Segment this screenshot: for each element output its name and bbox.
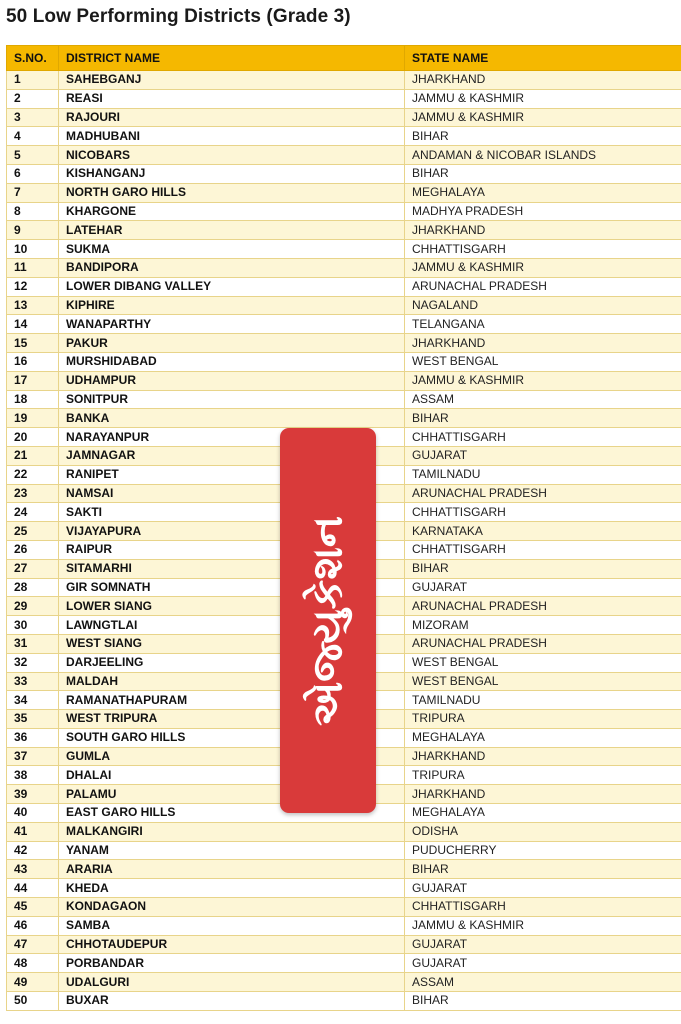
cell-sno: 5	[7, 146, 59, 165]
cell-state: CHHATTISGARH	[405, 240, 681, 259]
cell-sno: 23	[7, 484, 59, 503]
cell-sno: 40	[7, 804, 59, 823]
cell-district: MADHUBANI	[59, 127, 405, 146]
cell-sno: 15	[7, 334, 59, 353]
cell-state: TRIPURA	[405, 710, 681, 729]
cell-sno: 28	[7, 578, 59, 597]
cell-state: JAMMU & KASHMIR	[405, 108, 681, 127]
cell-state: CHHATTISGARH	[405, 503, 681, 522]
cell-state: JAMMU & KASHMIR	[405, 89, 681, 108]
cell-state: KARNATAKA	[405, 522, 681, 541]
cell-state: CHHATTISGARH	[405, 540, 681, 559]
cell-state: TRIPURA	[405, 766, 681, 785]
table-row	[7, 89, 681, 108]
cell-state: PUDUCHERRY	[405, 841, 681, 860]
cell-district: PORBANDAR	[59, 954, 405, 973]
cell-district: RAJOURI	[59, 108, 405, 127]
cell-sno: 27	[7, 559, 59, 578]
cell-state: MEGHALAYA	[405, 183, 681, 202]
cell-sno: 39	[7, 785, 59, 804]
cell-sno: 35	[7, 710, 59, 729]
table-row	[7, 860, 681, 879]
cell-sno: 33	[7, 672, 59, 691]
cell-state: CHHATTISGARH	[405, 428, 681, 447]
cell-district: SONITPUR	[59, 390, 405, 409]
cell-state: TELANGANA	[405, 315, 681, 334]
cell-district: PAKUR	[59, 334, 405, 353]
cell-sno: 3	[7, 108, 59, 127]
cell-state: JAMMU & KASHMIR	[405, 258, 681, 277]
cell-district: GUMLA	[59, 747, 405, 766]
cell-sno: 9	[7, 221, 59, 240]
cell-state: BIHAR	[405, 992, 681, 1011]
cell-district: PALAMU	[59, 785, 405, 804]
table-row	[7, 371, 681, 390]
cell-district: VIJAYAPURA	[59, 522, 405, 541]
table-row	[7, 898, 681, 917]
cell-sno: 21	[7, 446, 59, 465]
cell-sno: 31	[7, 634, 59, 653]
cell-district: SAHEBGANJ	[59, 71, 405, 90]
cell-sno: 29	[7, 597, 59, 616]
cell-state: TAMILNADU	[405, 465, 681, 484]
table-row	[7, 390, 681, 409]
cell-district: KHARGONE	[59, 202, 405, 221]
cell-state: ARUNACHAL PRADESH	[405, 277, 681, 296]
cell-district: NARAYANPUR	[59, 428, 405, 447]
cell-district: MALKANGIRI	[59, 822, 405, 841]
cell-district: DARJEELING	[59, 653, 405, 672]
cell-sno: 2	[7, 89, 59, 108]
cell-district: YANAM	[59, 841, 405, 860]
table-row	[7, 879, 681, 898]
cell-district: SAKTI	[59, 503, 405, 522]
cell-district: KONDAGAON	[59, 898, 405, 917]
cell-state: ASSAM	[405, 390, 681, 409]
cell-district: NICOBARS	[59, 146, 405, 165]
cell-district: JAMNAGAR	[59, 446, 405, 465]
cell-sno: 45	[7, 898, 59, 917]
cell-state: ARUNACHAL PRADESH	[405, 597, 681, 616]
cell-state: BIHAR	[405, 860, 681, 879]
cell-district: EAST GARO HILLS	[59, 804, 405, 823]
watermark-logo	[280, 428, 376, 813]
cell-state: JHARKHAND	[405, 785, 681, 804]
cell-state: JHARKHAND	[405, 71, 681, 90]
cell-sno: 37	[7, 747, 59, 766]
cell-district: WEST SIANG	[59, 634, 405, 653]
table-row	[7, 127, 681, 146]
cell-district: CHHOTAUDEPUR	[59, 935, 405, 954]
cell-district: MALDAH	[59, 672, 405, 691]
table-row	[7, 409, 681, 428]
table-row	[7, 277, 681, 296]
cell-sno: 25	[7, 522, 59, 541]
cell-sno: 13	[7, 296, 59, 315]
cell-sno: 11	[7, 258, 59, 277]
table-row	[7, 108, 681, 127]
cell-sno: 4	[7, 127, 59, 146]
table-row	[7, 240, 681, 259]
cell-state: ARUNACHAL PRADESH	[405, 634, 681, 653]
cell-state: ANDAMAN & NICOBAR ISLANDS	[405, 146, 681, 165]
cell-state: MEGHALAYA	[405, 728, 681, 747]
table-row	[7, 221, 681, 240]
cell-state: BIHAR	[405, 409, 681, 428]
table-row	[7, 334, 681, 353]
cell-district: WANAPARTHY	[59, 315, 405, 334]
table-row	[7, 183, 681, 202]
cell-sno: 1	[7, 71, 59, 90]
cell-sno: 30	[7, 616, 59, 635]
cell-state: JAMMU & KASHMIR	[405, 371, 681, 390]
cell-state: BIHAR	[405, 164, 681, 183]
page-title: 50 Low Performing Districts (Grade 3)	[6, 6, 351, 27]
cell-district: KIPHIRE	[59, 296, 405, 315]
cell-district: ARARIA	[59, 860, 405, 879]
cell-sno: 10	[7, 240, 59, 259]
cell-sno: 22	[7, 465, 59, 484]
cell-state: JHARKHAND	[405, 334, 681, 353]
cell-district: DHALAI	[59, 766, 405, 785]
cell-district: REASI	[59, 89, 405, 108]
cell-state: BIHAR	[405, 559, 681, 578]
cell-state: CHHATTISGARH	[405, 898, 681, 917]
cell-sno: 19	[7, 409, 59, 428]
table-row	[7, 352, 681, 371]
table-row	[7, 841, 681, 860]
cell-state: JAMMU & KASHMIR	[405, 916, 681, 935]
cell-district: GIR SOMNATH	[59, 578, 405, 597]
table-row	[7, 258, 681, 277]
cell-state: GUJARAT	[405, 879, 681, 898]
cell-sno: 14	[7, 315, 59, 334]
cell-sno: 6	[7, 164, 59, 183]
cell-district: UDHAMPUR	[59, 371, 405, 390]
table-row	[7, 202, 681, 221]
cell-sno: 41	[7, 822, 59, 841]
cell-state: ASSAM	[405, 973, 681, 992]
cell-state: GUJARAT	[405, 954, 681, 973]
cell-state: BIHAR	[405, 127, 681, 146]
cell-sno: 8	[7, 202, 59, 221]
cell-sno: 24	[7, 503, 59, 522]
cell-district: UDALGURI	[59, 973, 405, 992]
cell-district: RAMANATHAPURAM	[59, 691, 405, 710]
cell-district: SUKMA	[59, 240, 405, 259]
cell-sno: 48	[7, 954, 59, 973]
cell-district: BANDIPORA	[59, 258, 405, 277]
cell-sno: 49	[7, 973, 59, 992]
cell-state: MADHYA PRADESH	[405, 202, 681, 221]
cell-state: GUJARAT	[405, 935, 681, 954]
cell-state: JHARKHAND	[405, 747, 681, 766]
cell-sno: 18	[7, 390, 59, 409]
cell-district: RANIPET	[59, 465, 405, 484]
table-row	[7, 973, 681, 992]
cell-state: GUJARAT	[405, 578, 681, 597]
cell-sno: 50	[7, 992, 59, 1011]
table-row	[7, 822, 681, 841]
cell-district: NAMSAI	[59, 484, 405, 503]
cell-sno: 47	[7, 935, 59, 954]
table-row	[7, 146, 681, 165]
cell-district: BUXAR	[59, 992, 405, 1011]
cell-state: ODISHA	[405, 822, 681, 841]
table-row	[7, 916, 681, 935]
cell-state: GUJARAT	[405, 446, 681, 465]
cell-state: WEST BENGAL	[405, 352, 681, 371]
cell-sno: 38	[7, 766, 59, 785]
cell-district: NORTH GARO HILLS	[59, 183, 405, 202]
cell-district: SAMBA	[59, 916, 405, 935]
cell-district: LOWER DIBANG VALLEY	[59, 277, 405, 296]
table-row	[7, 164, 681, 183]
cell-sno: 32	[7, 653, 59, 672]
cell-district: KISHANGANJ	[59, 164, 405, 183]
cell-state: MIZORAM	[405, 616, 681, 635]
cell-district: MURSHIDABAD	[59, 352, 405, 371]
cell-state: WEST BENGAL	[405, 672, 681, 691]
table-row	[7, 296, 681, 315]
table-row	[7, 315, 681, 334]
cell-district: BANKA	[59, 409, 405, 428]
cell-sno: 36	[7, 728, 59, 747]
cell-sno: 43	[7, 860, 59, 879]
cell-sno: 46	[7, 916, 59, 935]
cell-state: WEST BENGAL	[405, 653, 681, 672]
column-header-district: DISTRICT NAME	[59, 46, 405, 71]
table-row	[7, 954, 681, 973]
cell-sno: 12	[7, 277, 59, 296]
table-header-row	[7, 46, 681, 71]
cell-state: TAMILNADU	[405, 691, 681, 710]
cell-sno: 20	[7, 428, 59, 447]
cell-district: RAIPUR	[59, 540, 405, 559]
column-header-sno: S.NO.	[7, 46, 59, 71]
cell-district: SOUTH GARO HILLS	[59, 728, 405, 747]
watermark-text: એજ્યુકેશન	[303, 515, 351, 726]
table-row	[7, 992, 681, 1011]
cell-district: KHEDA	[59, 879, 405, 898]
cell-sno: 42	[7, 841, 59, 860]
cell-sno: 17	[7, 371, 59, 390]
cell-sno: 26	[7, 540, 59, 559]
cell-district: LOWER SIANG	[59, 597, 405, 616]
cell-district: LATEHAR	[59, 221, 405, 240]
cell-state: ARUNACHAL PRADESH	[405, 484, 681, 503]
cell-state: MEGHALAYA	[405, 804, 681, 823]
table-row	[7, 935, 681, 954]
cell-district: SITAMARHI	[59, 559, 405, 578]
table-row	[7, 71, 681, 90]
cell-sno: 44	[7, 879, 59, 898]
cell-sno: 34	[7, 691, 59, 710]
cell-state: NAGALAND	[405, 296, 681, 315]
cell-state: JHARKHAND	[405, 221, 681, 240]
cell-sno: 16	[7, 352, 59, 371]
cell-district: WEST TRIPURA	[59, 710, 405, 729]
cell-sno: 7	[7, 183, 59, 202]
cell-district: LAWNGTLAI	[59, 616, 405, 635]
column-header-state: STATE NAME	[405, 46, 681, 71]
